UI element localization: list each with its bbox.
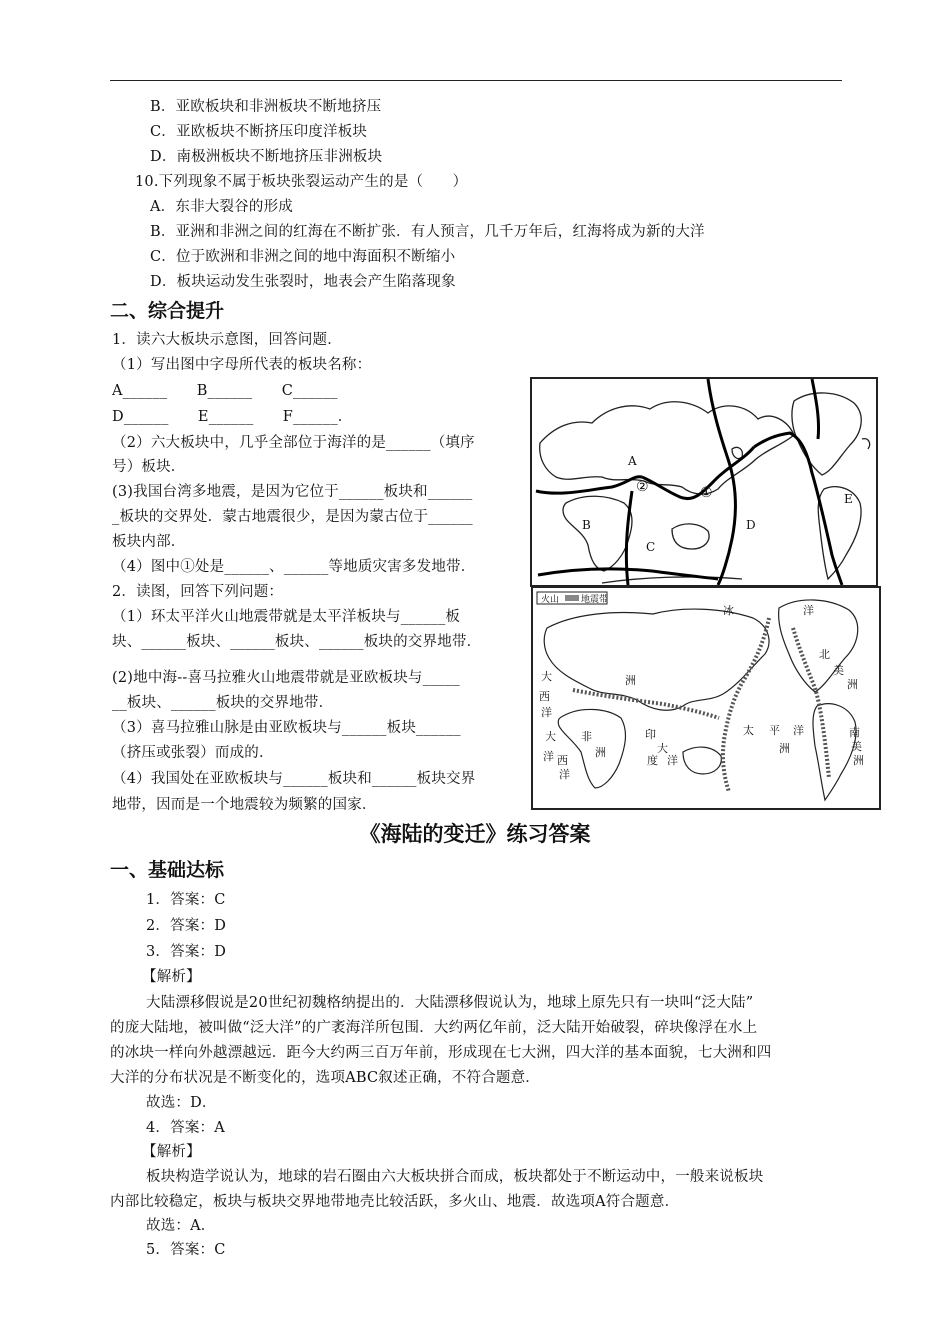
choose-1: 故选：D． xyxy=(146,1095,217,1111)
s2-q1-blanks-row1: A______ B______ C______ xyxy=(112,383,338,399)
q10-option-d: D．板块运动发生张裂时，地表会产生陷落现象 xyxy=(150,274,456,290)
map2-label-25: 洲 xyxy=(595,746,606,759)
six-plates-map xyxy=(530,377,878,587)
s2-q2-stem: 2．读图，回答下列问题： xyxy=(112,584,284,600)
map2-label-10: 平 xyxy=(769,724,780,737)
answers-section1-title: 一、基础达标 xyxy=(110,859,225,881)
mediterranean-himalaya-belt xyxy=(573,690,719,718)
q10-option-b: B．亚洲和非洲之间的红海在不断扩张．有人预言，几千万年后，红海将成为新的大洋 xyxy=(150,224,705,240)
plate-boundary-na xyxy=(812,379,819,439)
s2-q2-p3-line1: （3）喜马拉雅山脉是由亚欧板块与______板块______ xyxy=(112,720,461,736)
map1-label-a: A xyxy=(628,454,637,468)
q9-option-c: C．亚欧板块不断挤压印度洋板块 xyxy=(150,124,368,140)
s2-q1-p2-line2: 号）板块． xyxy=(112,459,186,475)
s2-q2-p1-line1: （1）环太平洋火山地震带就是太平洋板块与______板 xyxy=(112,609,461,625)
map2-label-5: 洲 xyxy=(625,674,636,687)
map2-label-4: 大 xyxy=(541,670,552,683)
map2-label-7: 西 xyxy=(539,690,550,703)
answer-2: 2．答案：D xyxy=(146,918,227,934)
island-east xyxy=(862,439,870,449)
explanation-2-line2: 内部比较稳定，板块与板块交界地带地壳比较活跃，多火山、地震．故选项A符合题意． xyxy=(110,1194,680,1210)
pacific-belt-west xyxy=(723,618,769,792)
volcano-earthquake-map xyxy=(531,586,881,810)
answer-4: 4．答案：A xyxy=(146,1120,225,1136)
map2-label-2: 北 xyxy=(819,648,830,661)
map2-label-16: 美 xyxy=(851,740,862,753)
explanation-1-line1: 大陆漂移假说是20世纪初魏格纳提出的．大陆漂移假说认为，地球上原先只有一块叫“泛大陆” xyxy=(146,995,754,1011)
legend-volcano-label: 火山 xyxy=(541,595,560,605)
map1-label-e: E xyxy=(844,492,853,506)
s2-q1-p3-line3: 板块内部． xyxy=(112,534,186,550)
analysis-label-2: 【解析】 xyxy=(142,1144,201,1160)
map2-label-6: 洲 xyxy=(847,678,858,691)
australia-coast xyxy=(672,524,709,549)
analysis-label-1: 【解析】 xyxy=(142,969,201,985)
s2-q1-p4: （4）图中①处是______、______等地质灾害多发地带． xyxy=(112,559,476,575)
q9-option-d: D．南极洲板块不断地挤压非洲板块 xyxy=(150,149,383,165)
map1-label-c: C xyxy=(646,540,656,554)
answer-5: 5．答案：C xyxy=(146,1242,226,1258)
map2-label-13: 洋 xyxy=(543,750,554,763)
map2-label-17: 洲 xyxy=(853,754,864,767)
s2-q1-blanks-row2: D______ E______ F______． xyxy=(112,409,353,425)
explanation-1-line2: 的庞大陆地，被叫做“泛大洋”的广袤海洋所包围．大约两亿年前，泛大陆开始破裂，碎块像浮在水上 xyxy=(110,1020,758,1036)
map2-label-24: 非 xyxy=(581,730,592,743)
map2-label-22: 西 xyxy=(557,754,568,767)
answer-1: 1．答案：C xyxy=(146,892,226,908)
map1-label-circle1: ① xyxy=(700,485,713,501)
s2-q1-p3-line2: _板块的交界处．蒙古地震很少，是因为蒙古位于______ xyxy=(112,509,473,525)
map1-label-b: B xyxy=(582,518,591,532)
north-america-outline xyxy=(779,600,858,692)
map2-label-15: 南 xyxy=(849,726,860,739)
s2-q1-stem: 1．读六大板块示意图，回答问题． xyxy=(112,332,342,348)
japan-island xyxy=(732,447,742,458)
map2-label-3: 美 xyxy=(833,664,844,677)
s2-q2-p2-line2: __板块、______板块的交界地带． xyxy=(112,695,334,711)
volcano-earthquake-map-svg xyxy=(533,588,879,808)
s2-q2-p3-line2: （挤压或张裂）而成的． xyxy=(112,745,274,761)
map2-label-21: 洋 xyxy=(667,754,678,767)
map2-label-19: 印 xyxy=(645,728,656,741)
explanation-2-line1: 板块构造学说认为，地球的岩石圈由六大板块拼合而成，板块都处于不断运动中，一般来说板块 xyxy=(146,1169,764,1185)
s2-q1-p2-line1: （2）六大板块中，几乎全部位于海洋的是______（填序 xyxy=(112,435,475,451)
explanation-1-line3: 的冰块一样向外越漂越远．距今大约两三百万年前，形成现在七大洲，四大洋的基本面貌，七大洲和四 xyxy=(110,1045,772,1061)
south-america-coast xyxy=(818,487,861,579)
q9-option-b: B．亚欧板块和非洲板块不断地挤压 xyxy=(150,99,382,115)
africa-coast xyxy=(563,496,632,571)
map2-label-12: 大 xyxy=(657,742,668,755)
choose-2: 故选：A． xyxy=(146,1218,216,1234)
map1-label-circle2: ② xyxy=(636,479,649,495)
s2-q2-p4-line1: （4）我国处在亚欧板块与______板块和______板块交界 xyxy=(112,771,476,787)
legend-belt-label: 地震带 xyxy=(581,595,609,605)
map1-label-d: D xyxy=(746,518,756,532)
q10-option-c: C．位于欧洲和非洲之间的地中海面积不断缩小 xyxy=(150,249,456,265)
map2-label-8: 洋 xyxy=(541,706,552,719)
map2-label-11: 洋 xyxy=(793,724,804,737)
answers-title: 《海陆的变迁》练习答案 xyxy=(359,822,591,846)
south-america-outline xyxy=(813,704,856,800)
north-america-coast xyxy=(792,393,861,475)
s2-q2-p4-line2: 地带，因而是一个地震较为频繁的国家． xyxy=(112,797,377,813)
legend-swatch xyxy=(565,595,579,601)
answer-3: 3．答案：D xyxy=(146,944,227,960)
s2-q2-p2-line1: (2)地中海--喜马拉雅火山地震带就是亚欧板块与_____ xyxy=(112,670,460,686)
s2-q1-p1: （1）写出图中字母所代表的板块名称： xyxy=(112,357,372,373)
map2-label-18: 大 xyxy=(545,730,556,743)
eurasia-coast xyxy=(540,402,794,494)
plate-boundary-pacific-east xyxy=(754,433,842,585)
explanation-1-line4: 大洋的分布状况是不断变化的，选项ABC叙述正确，不符合题意． xyxy=(110,1070,540,1086)
australia-outline xyxy=(683,747,721,774)
map2-label-14: 洲 xyxy=(779,742,790,755)
section2-title: 二、综合提升 xyxy=(110,300,225,322)
map2-label-0: 冰 xyxy=(723,604,734,617)
s2-q1-p3-line1: (3)我国台湾多地震，是因为它位于______板块和______ xyxy=(112,484,473,500)
map2-label-9: 太 xyxy=(743,724,754,737)
map2-label-23: 洋 xyxy=(559,768,570,781)
six-plates-map-svg xyxy=(532,379,876,585)
q10-option-a: A．东非大裂谷的形成 xyxy=(150,199,293,215)
s2-q2-p1-line2: 块、______板块、______板块、______板块的交界地带． xyxy=(112,634,482,650)
map2-label-20: 度 xyxy=(647,754,658,767)
header-rule xyxy=(110,80,842,81)
q10-stem: 10.下列现象不属于板块张裂运动产生的是（ ） xyxy=(135,174,468,190)
map2-label-1: 洋 xyxy=(803,604,814,617)
